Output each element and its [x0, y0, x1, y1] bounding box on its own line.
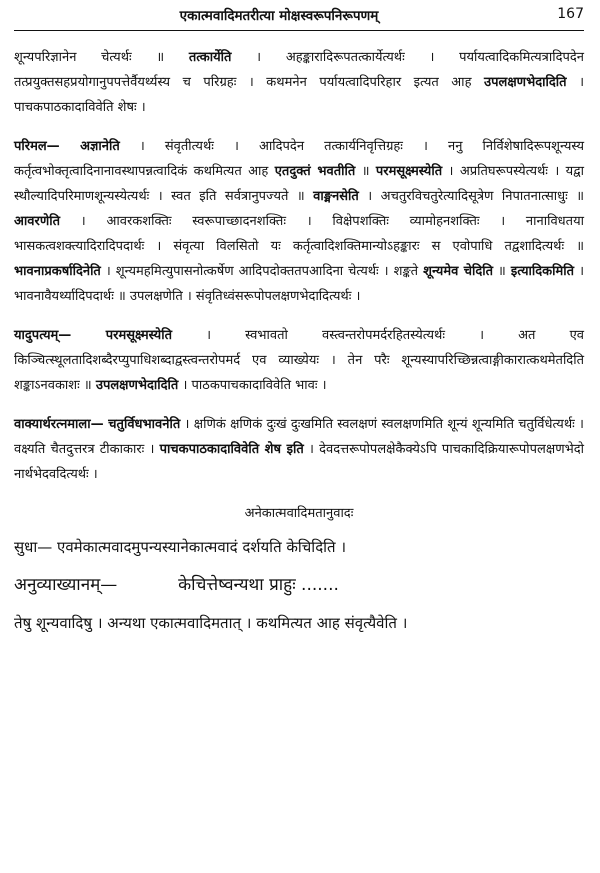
text-segment: । संवृतीत्यर्थः । आदिपदेन तत्कार्यनिवृत्तिग्रहः । ननु निर्विशेषादिरूपशून्यस्य कर्तृत्वभोक्तृत्वादिनानावस्थापन्नत्वादिकं कथमित्यत आह [14, 139, 584, 179]
text-segment: । शून्यमहमित्युपासनोत्कर्षेण आदिपदोक्ततपआदिना चेत्यर्थः । शङ्कते [100, 264, 424, 279]
last-line: तेषु शून्यवादिषु । अन्यथा एकात्मवादिमतात् । कथमित्यत आह संवृत्यैवेति । [14, 614, 408, 632]
bold-term: पाचकपाठकादाविवेति शेष इति [159, 442, 304, 457]
text-segment: । अचतुरविचतुरेत्यादिसूत्रेण निपातनात्साधुः ॥ [358, 189, 584, 204]
text-segment: ॥ [493, 264, 511, 279]
text-segment: शून्यपरिज्ञानेन चेत्यर्थः ॥ [14, 50, 189, 65]
page-number: 167 [557, 6, 584, 22]
anuvyakhyanam-text: केचित्तेष्वन्यथा प्राहुः ....... [178, 575, 339, 595]
text-segment: । क्षणिकं क्षणिकं दुःखं दुःखमिति स्वलक्षणं स्वलक्षणमिति शून्यं शून्यमिति चतुर्विधेत्यर्थः । वक्ष्यति चैतदुत्तरत्र टीकाकारः । [14, 417, 584, 457]
bold-term: भावनाप्रकर्षादिनेति [14, 264, 101, 279]
anuvyakhyanam-line [14, 569, 584, 601]
paragraph-parimala [14, 134, 584, 309]
text-segment: । आवरकशक्तिः स्वरूपाच्छादनशक्तिः । विक्षेपशक्तिः व्यामोहनशक्तिः । नानाविधतया भासकत्वशक्त्यादिरादिपदार्थः । संवृत्या विलसितो यः कर्तृत्वादिशक्तिमान्योऽहङ्कारः स एवोपाधि तद्वशादित्यर्थः ॥ [14, 214, 584, 254]
running-title: एकात्मवादिमतरीत्या मोक्षस्वरूपनिरूपणम् [179, 8, 379, 24]
bold-term: इत्यादिकमिति [510, 264, 575, 279]
text-segment: । पाठकपाचकादाविवेति भावः । [178, 378, 327, 393]
bold-term: वाक्यार्थरत्नमाला— चतुर्विधभावनेति [14, 417, 181, 432]
page-header [14, 0, 584, 31]
text-segment: । भावनावैयर्थ्यादिपदार्थः ॥ उपलक्षणेति । संवृतिध्वंसरूपोपलक्षणभेदादित्यर्थः । [14, 264, 584, 304]
text-segment: । पाचकपाठकादाविवेति शेषः । [14, 75, 584, 115]
paragraph-yadupatyam [14, 323, 584, 398]
text-segment: । देवदत्तरूपोपलक्षेकैक्येऽपि पाचकादिक्रियारूपोपलक्षणभेदो नार्थभेदवदित्यर्थः । [14, 442, 584, 482]
text-segment: । अप्रतिघरूपस्येत्यर्थः । यद्वा स्थौल्यादिपरिमाणशून्यस्येत्यर्थः । स्वत इति सर्वत्रानुपज्यते ॥ [14, 164, 585, 204]
text-segment: । अहङ्कारादिरूपतत्कार्येत्यर्थः । पर्यायत्वादिकमित्यत्रादिपदेन तत्प्रयुक्तसहप्रयोगानुपपत्तेर्वैयर्थ्यस्य च परिग्रहः । कथमनेन पर्यायत्वादिपरिहार इत्यत आह [14, 50, 584, 90]
bold-term: वाङ्मनसेति [313, 189, 359, 204]
paragraph-vakyartha [14, 412, 584, 487]
section-heading: अनेकात्मवादिमतानुवादः [244, 506, 354, 521]
bold-term: परिमल— अज्ञानेति [14, 139, 120, 154]
bold-term: यादुपत्यम्— परमसूक्ष्मस्येति [14, 328, 172, 343]
text-segment: । स्वभावतो वस्त्वन्तरोपमर्दरहितस्येत्यर्थः । अत एव किञ्चित्स्थूलतादिशब्दैरप्युपाधिशब्दाद्वस्त्वन्तरोपमर्द एव व्याख्येयः । तेन परैः शून्यस्यापरिच्छिन्नत्वाङ्गीकारात्कथमेतदिति शङ्काऽनवकाशः ॥ [14, 328, 584, 393]
sudha-line: सुधा— एवमेकात्मवादमुपन्यस्यानेकात्मवादं दर्शयति केचिदिति । [14, 538, 347, 556]
anuvyakhyanam-label: अनुव्याख्यानम्— [14, 575, 118, 595]
bold-term: आवरणेति [14, 214, 61, 229]
bold-term: उपलक्षणभेदादिति [484, 75, 567, 90]
text-segment: ॥ [355, 164, 376, 179]
bold-term: परमसूक्ष्मस्येति [375, 164, 443, 179]
paragraph-1 [14, 45, 584, 120]
bold-term: तत्कार्येति [188, 50, 232, 65]
bold-term: एतदुक्तं भवतीति [274, 164, 356, 179]
bold-term: शून्यमेव चेदिति [423, 264, 494, 279]
bold-term: उपलक्षणभेदादिति [95, 378, 179, 393]
